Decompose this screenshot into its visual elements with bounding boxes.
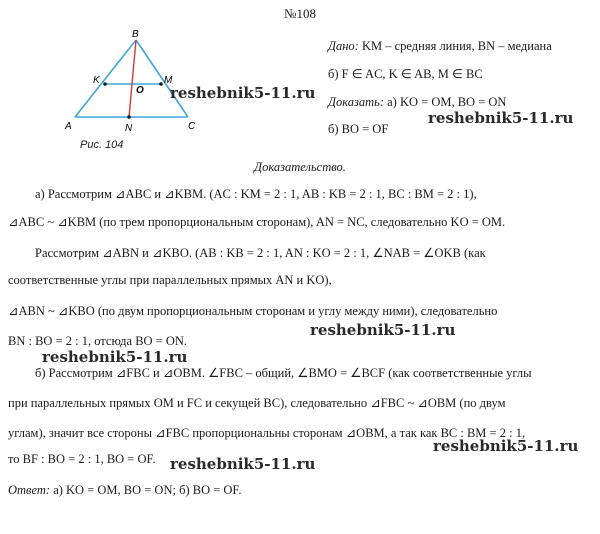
proof-line: BN : BO = 2 : 1, отсюда BO = ON. [8, 334, 188, 348]
label-b: B [132, 29, 139, 40]
point-m [159, 82, 163, 86]
side-bc [136, 40, 188, 117]
label-c: C [188, 121, 196, 132]
label-n: N [125, 123, 133, 134]
prove-text: а) KO = OM, BO = ON [384, 95, 507, 109]
proof-line: ⊿ABC ~ ⊿KBM (по трем пропорциональным сторонам), AN = NC, следовательно KO = OM. [8, 215, 506, 229]
side-ab [75, 40, 136, 117]
proof-line: соответственные углы при параллельных прямых AN и KO), [8, 273, 332, 287]
figure-caption: Рис. 104 [80, 139, 124, 151]
label-k: K [93, 75, 100, 86]
given-line-2: б) F ∈ AC, K ∈ AB, M ∈ BC [328, 67, 483, 81]
page-title: №108 [284, 6, 316, 21]
watermark: reshebnik5-11.ru [428, 109, 574, 127]
watermark: reshebnik5-11.ru [170, 455, 316, 473]
given-text: KM – средняя линия, BN – медиана [358, 39, 552, 53]
median-bn [129, 40, 136, 117]
proof-line: Рассмотрим ⊿ABN и ⊿KBO. (AB : KB = 2 : 1, AN : KO = 2 : 1, ∠NAB = ∠OKB (как [35, 246, 486, 260]
given-label: Дано: [328, 39, 359, 53]
proof-line: то BF : BO = 2 : 1, BO = OF. [8, 452, 156, 466]
proof-line: а) Рассмотрим ⊿ABC и ⊿KBM. (AC : KM = 2 : 1, AB : KB = 2 : 1, BC : BM = 2 : 1), [35, 187, 477, 201]
answer-line [8, 483, 242, 498]
proof-line: ⊿ABN ~ ⊿KBO (по двум пропорциональным сторонам и углу между ними), следовательно [8, 304, 498, 318]
prove-line-1 [328, 95, 506, 110]
watermark: reshebnik5-11.ru [170, 84, 316, 102]
label-a: A [65, 121, 72, 132]
prove-line-2: б) BO = OF [328, 122, 389, 136]
answer-label: Ответ: [8, 483, 51, 497]
watermark: reshebnik5-11.ru [433, 437, 579, 455]
watermark: reshebnik5-11.ru [310, 321, 456, 339]
given-line-1 [328, 39, 552, 54]
proof-line: б) Рассмотрим ⊿FBC и ⊿OBM. ∠FBC – общий, ∠BMO = ∠BCF (как соответственные углы [35, 366, 532, 380]
prove-label: Доказать: [328, 95, 384, 109]
point-n [127, 115, 131, 119]
point-k [103, 82, 107, 86]
watermark: reshebnik5-11.ru [42, 348, 188, 366]
proof-title: Доказательство. [254, 160, 346, 174]
proof-line: углам), значит все стороны ⊿FBC пропорциональны сторонам ⊿OBM, а так как BC : BM = 2 : 1, [8, 426, 526, 440]
answer-text: а) KO = OM, BO = ON; б) BO = OF. [50, 483, 242, 497]
proof-line: при параллельных прямых OM и FC и секущей BC), следовательно ⊿FBC ~ ⊿OBM (по двум [8, 396, 506, 410]
label-m: M [164, 75, 173, 86]
label-o: O [136, 85, 144, 96]
